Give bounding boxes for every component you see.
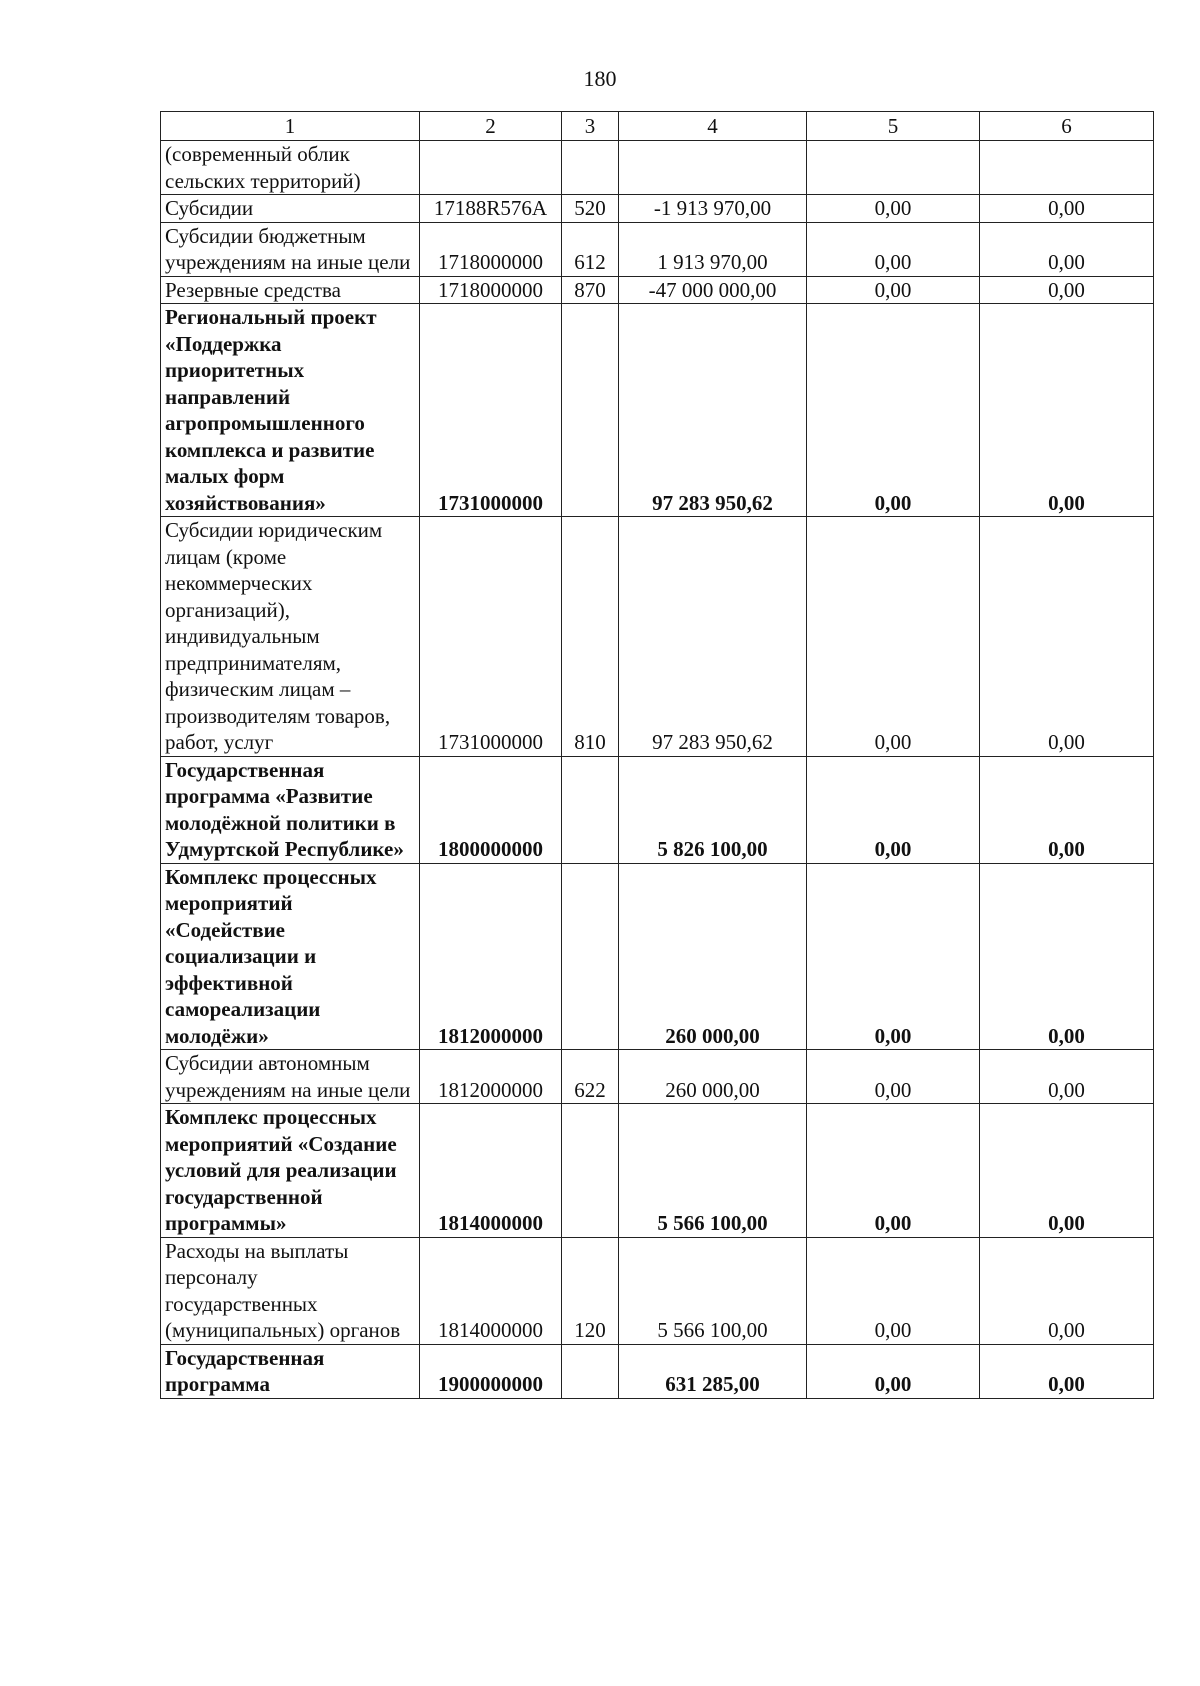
cell-code: 1731000000 <box>420 304 562 517</box>
cell-expense-type <box>562 863 619 1050</box>
cell-amount-col4: 97 283 950,62 <box>619 517 807 757</box>
cell-amount-col6: 0,00 <box>980 1237 1154 1344</box>
cell-amount-col5: 0,00 <box>807 517 980 757</box>
cell-code: 1731000000 <box>420 517 562 757</box>
cell-amount-col5: 0,00 <box>807 1237 980 1344</box>
cell-amount-col5: 0,00 <box>807 1104 980 1238</box>
cell-amount-col6: 0,00 <box>980 222 1154 276</box>
cell-amount-col5: 0,00 <box>807 304 980 517</box>
cell-amount-col6: 0,00 <box>980 517 1154 757</box>
cell-expense-type: 810 <box>562 517 619 757</box>
table-row <box>161 1104 1154 1238</box>
cell-name: Региональный проект «Поддержка приоритетных направлений агропромышленного комплекса и развитие малых форм хозяйствования» <box>161 304 420 517</box>
cell-name: Государственная программа <box>161 1344 420 1398</box>
cell-amount-col6: 0,00 <box>980 195 1154 223</box>
page-number: 180 <box>583 66 617 91</box>
cell-amount-col4: 260 000,00 <box>619 1050 807 1104</box>
cell-amount-col4: -47 000 000,00 <box>619 276 807 304</box>
cell-expense-type <box>562 141 619 195</box>
column-header-1: 1 <box>161 112 420 141</box>
column-header-3: 3 <box>562 112 619 141</box>
cell-amount-col6: 0,00 <box>980 1344 1154 1398</box>
cell-name: Комплекс процессных мероприятий «Создание условий для реализации государственной программы» <box>161 1104 420 1238</box>
cell-amount-col5: 0,00 <box>807 1344 980 1398</box>
table-row <box>161 1050 1154 1104</box>
table-row <box>161 276 1154 304</box>
cell-expense-type: 612 <box>562 222 619 276</box>
cell-code: 1812000000 <box>420 1050 562 1104</box>
cell-name: Комплекс процессных мероприятий «Содействие социализации и эффективной самореализации молодёжи» <box>161 863 420 1050</box>
cell-amount-col6: 0,00 <box>980 276 1154 304</box>
cell-amount-col5: 0,00 <box>807 863 980 1050</box>
cell-name: (современный облик сельских территорий) <box>161 141 420 195</box>
cell-amount-col5: 0,00 <box>807 222 980 276</box>
column-header-5: 5 <box>807 112 980 141</box>
budget-table <box>160 111 1154 1399</box>
cell-expense-type: 622 <box>562 1050 619 1104</box>
cell-amount-col4: 1 913 970,00 <box>619 222 807 276</box>
cell-amount-col5 <box>807 141 980 195</box>
cell-amount-col4: -1 913 970,00 <box>619 195 807 223</box>
table-header-row <box>161 112 1154 141</box>
cell-amount-col6: 0,00 <box>980 304 1154 517</box>
cell-expense-type: 870 <box>562 276 619 304</box>
cell-code: 1800000000 <box>420 756 562 863</box>
cell-expense-type <box>562 1104 619 1238</box>
cell-amount-col6 <box>980 141 1154 195</box>
cell-amount-col6: 0,00 <box>980 1050 1154 1104</box>
cell-amount-col4: 260 000,00 <box>619 863 807 1050</box>
cell-amount-col5: 0,00 <box>807 1050 980 1104</box>
cell-amount-col5: 0,00 <box>807 756 980 863</box>
cell-code: 17188R576A <box>420 195 562 223</box>
cell-amount-col6: 0,00 <box>980 756 1154 863</box>
cell-name: Государственная программа «Развитие молодёжной политики в Удмуртской Республике» <box>161 756 420 863</box>
table-row <box>161 756 1154 863</box>
cell-amount-col6: 0,00 <box>980 863 1154 1050</box>
cell-name: Субсидии автономным учреждениям на иные цели <box>161 1050 420 1104</box>
cell-name: Субсидии юридическим лицам (кроме некоммерческих организаций), индивидуальным предпринимателям, физическим лицам – производителям товаров, работ, услуг <box>161 517 420 757</box>
cell-amount-col4: 5 826 100,00 <box>619 756 807 863</box>
cell-name: Расходы на выплаты персоналу государственных (муниципальных) органов <box>161 1237 420 1344</box>
cell-amount-col4: 5 566 100,00 <box>619 1104 807 1238</box>
cell-code: 1814000000 <box>420 1237 562 1344</box>
cell-amount-col4: 631 285,00 <box>619 1344 807 1398</box>
table-row <box>161 1237 1154 1344</box>
table-row <box>161 863 1154 1050</box>
cell-amount-col4: 5 566 100,00 <box>619 1237 807 1344</box>
cell-expense-type: 120 <box>562 1237 619 1344</box>
cell-code: 1718000000 <box>420 222 562 276</box>
cell-name: Субсидии <box>161 195 420 223</box>
cell-name: Резервные средства <box>161 276 420 304</box>
cell-code: 1814000000 <box>420 1104 562 1238</box>
cell-expense-type <box>562 304 619 517</box>
table-row <box>161 222 1154 276</box>
cell-amount-col4 <box>619 141 807 195</box>
table-row <box>161 141 1154 195</box>
cell-expense-type: 520 <box>562 195 619 223</box>
table-row <box>161 517 1154 757</box>
table-row <box>161 195 1154 223</box>
cell-amount-col5: 0,00 <box>807 195 980 223</box>
column-header-6: 6 <box>980 112 1154 141</box>
cell-amount-col5: 0,00 <box>807 276 980 304</box>
cell-code: 1718000000 <box>420 276 562 304</box>
table-row <box>161 304 1154 517</box>
column-header-4: 4 <box>619 112 807 141</box>
cell-expense-type <box>562 1344 619 1398</box>
cell-code: 1812000000 <box>420 863 562 1050</box>
cell-expense-type <box>562 756 619 863</box>
cell-amount-col6: 0,00 <box>980 1104 1154 1238</box>
cell-name: Субсидии бюджетным учреждениям на иные цели <box>161 222 420 276</box>
cell-code: 1900000000 <box>420 1344 562 1398</box>
cell-amount-col4: 97 283 950,62 <box>619 304 807 517</box>
column-header-2: 2 <box>420 112 562 141</box>
table-row <box>161 1344 1154 1398</box>
cell-code <box>420 141 562 195</box>
